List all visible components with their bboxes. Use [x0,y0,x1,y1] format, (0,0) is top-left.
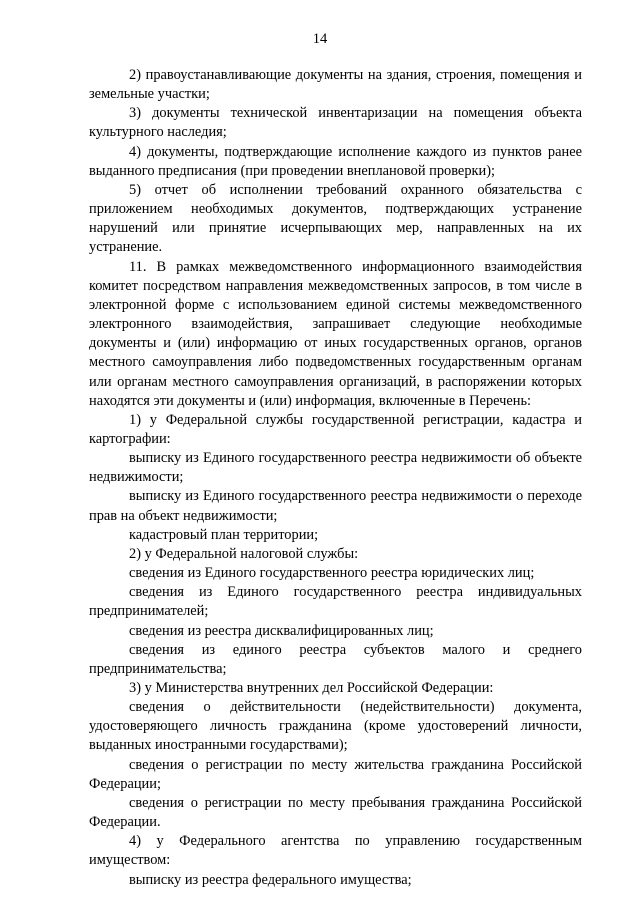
paragraph-section-11: 11. В рамках межведомственного информационного взаимодействия комитет посредством направления межведомственных запросов, в том числе в электронной форме с использованием единой системы межведомственного электронного взаимодействия, запрашивает следующие необходимые документы и (или) информацию от иных государственных органов, органов местного самоуправления либо подведомственных государственным органам или органам местного самоуправления организаций, в распоряжении которых находятся эти документы и (или) информация, включенные в Перечень: [89,258,582,409]
paragraph-item-4: 4) документы, подтверждающие исполнение каждого из пунктов ранее выданного предписания (при проведении внеплановой проверки); [89,143,582,179]
paragraph-rosreestr: 1) у Федеральной службы государственной регистрации, кадастра и картографии: [89,411,582,447]
paragraph-egrip: сведения из Единого государственного реестра индивидуальных предпринимателей; [89,584,582,620]
paragraph-egrul: сведения из Единого государственного реестра юридических лиц; [129,565,535,582]
paragraph-mvd: 3) у Министерства внутренних дел Российской Федерации: [129,680,494,696]
paragraph-cadastral-plan: кадастровый план территории; [129,526,319,543]
page-number: 14 [312,31,328,47]
paragraph-residence-registration: сведения о регистрации по месту жительства гражданина Российской Федерации; [89,756,582,792]
paragraph-disqualified: сведения из реестра дисквалифицированных лиц; [129,622,434,639]
paragraph-stay-registration: сведения о регистрации по месту пребывания гражданина Российской Федерации. [89,794,582,831]
paragraph-item-3: 3) документы технической инвентаризации на помещения объекта культурного наследия; [89,105,582,141]
paragraph-fns: 2) у Федеральной налоговой службы: [129,545,359,562]
paragraph-sme-registry: сведения из единого реестра субъектов малого и среднего предпринимательства; [89,641,582,677]
paragraph-federal-property: выписку из реестра федерального имущества; [129,871,412,888]
paragraph-rosimushchestvo: 4) у Федерального агентства по управлению государственным имуществом: [89,833,582,869]
paragraph-egrn-transfer: выписку из Единого государственного реестра недвижимости о переходе прав на объект недвижимости; [89,488,582,524]
paragraph-id-validity: сведения о действительности (недействительности) документа, удостоверяющего личность гражданина (кроме удостоверений личности, выданных иностранными государствами); [89,699,582,754]
paragraph-item-2: 2) правоустанавливающие документы на здания, строения, помещения и земельные участки; [89,67,582,103]
document-body [89,66,582,890]
paragraph-egrn-object: выписку из Единого государственного реестра недвижимости об объекте недвижимости; [89,450,582,486]
paragraph-item-5: 5) отчет об исполнении требований охранного обязательства с приложением необходимых документов, подтверждающих устранение нарушений или принятие исчерпывающих мер, направленных на их устранение. [89,181,582,256]
